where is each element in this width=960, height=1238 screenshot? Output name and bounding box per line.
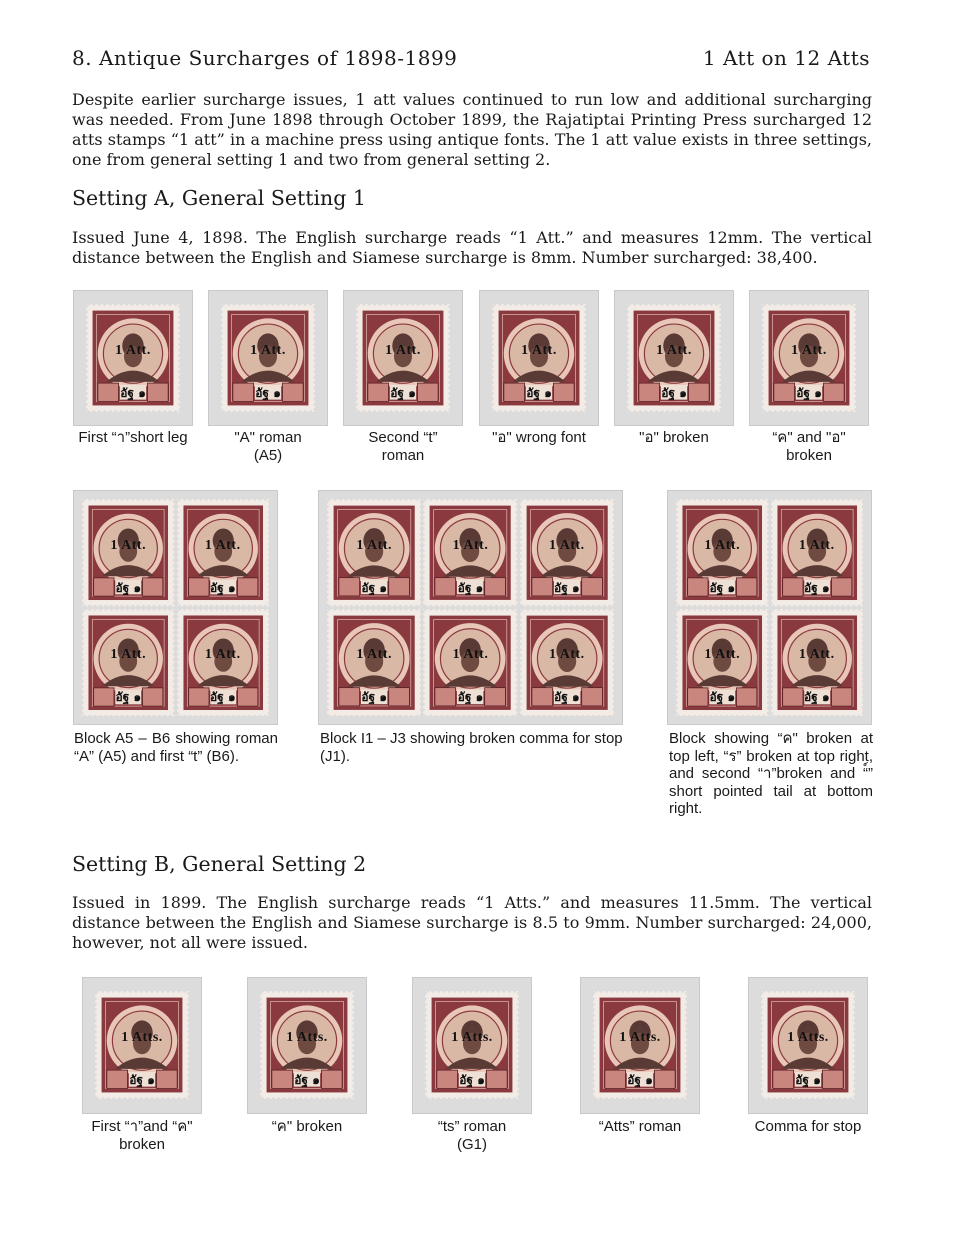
english-surcharge: 1 Att. [548, 647, 585, 663]
siamese-surcharge: อัฐ ๑ [627, 1072, 653, 1087]
english-surcharge: 1 Att. [110, 647, 147, 663]
caption-line: “ค" broken [271, 1118, 343, 1135]
stamp [771, 499, 864, 607]
siamese-surcharge: อัฐ ๑ [709, 690, 736, 705]
english-surcharge: 1 Atts. [121, 1029, 163, 1045]
siamese-surcharge: อัฐ ๑ [554, 580, 580, 595]
stamp-caption [397, 1118, 547, 1153]
stamp [520, 609, 614, 717]
english-surcharge: 1 Att. [791, 342, 827, 358]
english-surcharge: 1 Att. [704, 537, 741, 553]
caption-line: "A" roman [234, 429, 302, 446]
siamese-surcharge: อัฐ ๑ [459, 1072, 485, 1087]
english-surcharge: 1 Atts. [787, 1029, 829, 1045]
caption-line: “ค" and "อ" [772, 429, 846, 446]
english-surcharge: 1 Att. [204, 647, 241, 663]
stamp-mount [82, 977, 202, 1114]
stamp-mount [748, 977, 868, 1114]
siamese-surcharge: อัฐ ๑ [209, 690, 236, 705]
stamp-mount [247, 977, 367, 1114]
english-surcharge: 1 Att. [250, 342, 286, 358]
siamese-surcharge: อัฐ ๑ [390, 385, 416, 400]
stamp-mount [208, 290, 328, 426]
caption-line: Comma for stop [754, 1118, 862, 1135]
english-surcharge: 1 Att. [548, 537, 585, 553]
siamese-surcharge: อัฐ ๑ [115, 690, 142, 705]
stamp [492, 304, 586, 412]
caption-line: "อ" wrong font [492, 429, 586, 446]
siamese-surcharge: อัฐ ๑ [803, 690, 830, 705]
caption-line: “Atts” roman [598, 1118, 682, 1135]
stamp-mount [580, 977, 700, 1114]
stamp [676, 499, 769, 607]
english-surcharge: 1 Att. [356, 537, 392, 553]
section-title: 8. Antique Surcharges of 1898-1899 [72, 46, 458, 70]
siamese-surcharge: อัฐ ๑ [361, 690, 387, 705]
english-surcharge: 1 Att. [452, 647, 489, 663]
siamese-surcharge: อัฐ ๑ [661, 385, 687, 400]
english-surcharge: 1 Atts. [619, 1029, 661, 1045]
caption-line: "อ" broken [639, 429, 709, 446]
siamese-surcharge: อัฐ ๑ [457, 580, 484, 595]
stamp [761, 991, 855, 1099]
caption-line: (G1) [457, 1135, 487, 1153]
stamp-block-mount [667, 490, 872, 725]
stamp [627, 304, 721, 412]
siamese-surcharge: อัฐ ๑ [795, 1072, 821, 1087]
siamese-surcharge: อัฐ ๑ [120, 385, 146, 400]
english-surcharge: 1 Att. [452, 537, 489, 553]
siamese-surcharge: อัฐ ๑ [129, 1072, 155, 1087]
stamp [82, 609, 175, 717]
setting-b-text: Issued in 1899. The English surcharge reads “1 Atts.” and measures 11.5mm. The vertical distance between the English and Siamese surcharge is 8.5 to 9mm. Number surcharged: 24,000, however, not all were issued. [72, 893, 872, 952]
english-surcharge: 1 Att. [110, 537, 147, 553]
stamp-caption [599, 429, 749, 447]
stamp-caption [58, 429, 208, 447]
caption-line: (A5) [253, 446, 283, 464]
siamese-surcharge: อัฐ ๑ [361, 580, 387, 595]
siamese-surcharge: อัฐ ๑ [709, 580, 736, 595]
stamp [86, 304, 180, 412]
english-surcharge: 1 Att. [704, 647, 741, 663]
caption-line: “ts” roman [437, 1118, 507, 1135]
caption-line: roman [381, 446, 425, 464]
stamp [423, 609, 517, 717]
block-caption: Block I1 – J3 showing broken comma for stop (J1). [320, 730, 623, 765]
stamp-caption [328, 429, 478, 464]
stamp-mount [479, 290, 599, 426]
stamp-block-mount [318, 490, 623, 725]
siamese-surcharge: อัฐ ๑ [796, 385, 822, 400]
caption-line: First “า”and “ค" [91, 1118, 193, 1135]
stamp [327, 609, 421, 717]
stamp [771, 609, 864, 717]
english-surcharge: 1 Att. [798, 647, 835, 663]
stamp [593, 991, 687, 1099]
caption-line: First “า”short leg [78, 429, 188, 446]
stamp [95, 991, 189, 1099]
siamese-surcharge: อัฐ ๑ [526, 385, 552, 400]
english-surcharge: 1 Att. [385, 342, 421, 358]
siamese-surcharge: อัฐ ๑ [554, 690, 580, 705]
siamese-surcharge: อัฐ ๑ [115, 580, 142, 595]
english-surcharge: 1 Att. [115, 342, 151, 358]
stamp-block-mount [73, 490, 278, 725]
stamp-caption [734, 429, 884, 464]
siamese-surcharge: อัฐ ๑ [209, 580, 236, 595]
stamp-mount [343, 290, 463, 426]
setting-a-title: Setting A, General Setting 1 [72, 186, 366, 210]
english-surcharge: 1 Att. [356, 647, 392, 663]
block-caption: Block showing “ค" broken at top left, “ร” broken at top right, and second “า”broken and “์” short pointed tail at bottom right. [669, 730, 873, 817]
stamp-caption [733, 1118, 883, 1136]
english-surcharge: 1 Atts. [451, 1029, 493, 1045]
section-value: 1 Att on 12 Atts [702, 46, 870, 70]
stamp-mount [614, 290, 734, 426]
stamp [177, 499, 270, 607]
stamp-caption [464, 429, 614, 447]
stamp [423, 499, 517, 607]
stamp [520, 499, 614, 607]
stamp-caption [232, 1118, 382, 1136]
stamp [762, 304, 856, 412]
stamp [221, 304, 315, 412]
setting-b-title: Setting B, General Setting 2 [72, 852, 367, 876]
english-surcharge: 1 Att. [798, 537, 835, 553]
stamp-caption [67, 1118, 217, 1153]
stamp-mount [749, 290, 869, 426]
caption-line: broken [119, 1135, 165, 1153]
stamp [260, 991, 354, 1099]
stamp [676, 609, 769, 717]
siamese-surcharge: อัฐ ๑ [294, 1072, 320, 1087]
stamp [327, 499, 421, 607]
caption-line: broken [786, 446, 832, 464]
block-caption: Block A5 – B6 showing roman “A” (A5) and first “t” (B6). [74, 730, 278, 765]
siamese-surcharge: อัฐ ๑ [457, 690, 484, 705]
setting-a-text: Issued June 4, 1898. The English surcharge reads “1 Att.” and measures 12mm. The vertical distance between the English and Siamese surcharge is 8mm. Number surcharged: 38,400. [72, 228, 872, 267]
stamp-mount [73, 290, 193, 426]
intro-paragraph: Despite earlier surcharge issues, 1 att values continued to run low and additional surcharging was needed. From June 1898 through October 1899, the Rajatiptai Printing Press surcharged 12 atts stamps “1 att” in a machine press using antique fonts. The 1 att value exists in three settings, one from general setting 1 and two from general setting 2. [72, 90, 872, 169]
caption-line: Second “t” [368, 429, 438, 446]
english-surcharge: 1 Atts. [286, 1029, 328, 1045]
siamese-surcharge: อัฐ ๑ [255, 385, 281, 400]
stamp [82, 499, 175, 607]
stamp-mount [412, 977, 532, 1114]
stamp [177, 609, 270, 717]
english-surcharge: 1 Att. [656, 342, 692, 358]
stamp-caption [565, 1118, 715, 1136]
stamp [356, 304, 450, 412]
stamp-caption [193, 429, 343, 464]
english-surcharge: 1 Att. [521, 342, 557, 358]
english-surcharge: 1 Att. [204, 537, 241, 553]
siamese-surcharge: อัฐ ๑ [803, 580, 830, 595]
stamp [425, 991, 519, 1099]
